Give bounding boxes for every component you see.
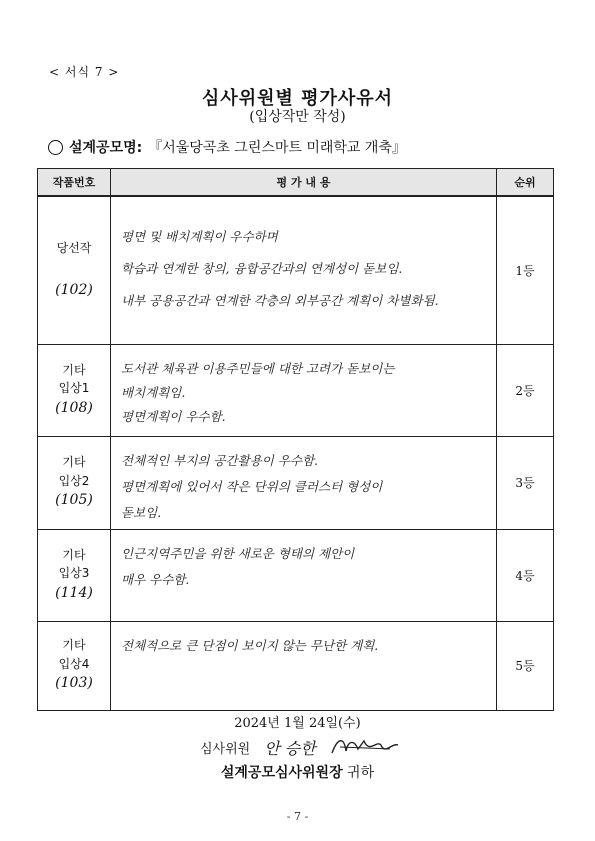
project-name: 『서울당곡초 그린스마트 미래학교 개축』: [148, 140, 406, 156]
comment-line: 매우 우수함.: [121, 571, 190, 587]
work-id-cell: [38, 621, 111, 710]
work-category: 당선작: [56, 241, 92, 256]
evaluation-content: [111, 344, 497, 436]
work-id-cell: [38, 344, 111, 436]
comment-line: 내부 공용공간과 연계한 각층의 외부공간 계획이 차별화됨.: [121, 293, 439, 308]
table-row: [38, 436, 554, 529]
work-category: 기타 입상4: [58, 638, 90, 671]
table-row: [38, 529, 554, 621]
table-row: [38, 196, 554, 344]
work-number: (108): [55, 399, 93, 416]
project-label: 설계공모명:: [69, 140, 143, 156]
header-evaluation: 평 가 내 용: [111, 169, 497, 197]
comment-line: 돋보임.: [121, 504, 162, 520]
document-title: 심사위원별 평가사유서: [201, 88, 394, 109]
evaluation-content: [111, 621, 497, 710]
rank-cell: 1등: [497, 196, 554, 344]
header-rank: 순위: [497, 169, 554, 197]
rank-cell: 4등: [497, 529, 554, 621]
table-header-row: [38, 169, 554, 197]
project-line: [48, 137, 406, 157]
work-number: (102): [55, 281, 93, 298]
rank-cell: 3등: [497, 436, 554, 529]
comment-line: 인근지역주민을 위한 새로운 형태의 제안이: [121, 545, 355, 561]
table-row: [38, 621, 554, 710]
comment-line: 평면 및 배치계획이 우수하며: [121, 229, 278, 244]
comment-line: 배치계획임.: [121, 384, 186, 400]
document-subtitle: (입상작만 작성): [249, 109, 346, 125]
work-number: (103): [55, 675, 93, 692]
judge-signature-line: [200, 735, 400, 759]
evaluation-content: [111, 529, 497, 621]
addressee-line: [0, 762, 595, 782]
work-id-cell: [38, 436, 111, 529]
comment-line: 평면계획에 있어서 작은 단위의 클러스터 형성이: [121, 478, 383, 494]
comment-line: 전체적인 부지의 공간활용이 우수함.: [121, 452, 319, 468]
form-number: < 서식 7 >: [49, 65, 120, 79]
comment-line: 학습과 연계한 창의, 융합공간과의 연계성이 돋보임.: [121, 261, 403, 276]
evaluation-table: [37, 168, 554, 711]
comment-line: 평면계획이 우수함.: [121, 408, 226, 424]
circle-bullet-icon: [48, 140, 63, 155]
rank-cell: 2등: [497, 344, 554, 436]
work-number: (114): [55, 584, 93, 601]
addressee-org: 설계공모심사위원장: [220, 765, 343, 781]
evaluation-content: [111, 196, 497, 344]
judge-name: 안 승한: [264, 738, 316, 758]
page-number: - 7 -: [286, 810, 309, 823]
signature-icon: [330, 735, 400, 759]
judge-label: 심사위원: [200, 741, 251, 757]
work-number: (105): [55, 492, 93, 509]
comment-line: 전체적으로 큰 단점이 보이지 않는 무난한 계획.: [121, 637, 379, 653]
work-category: 기타 입상1: [58, 362, 90, 396]
table-row: [38, 344, 554, 436]
work-id-cell: [38, 529, 111, 621]
comment-line: 도서관 체육관 이용주민들에 대한 고려가 돋보이는: [121, 360, 395, 376]
header-work-no: 작품번호: [38, 169, 111, 197]
work-category: 기타 입상3: [58, 547, 90, 581]
document-date: 2024년 1월 24일(수): [234, 716, 361, 731]
work-id-cell: [38, 196, 111, 344]
addressee-suffix: 귀하: [347, 765, 375, 781]
work-category: 기타 입상2: [58, 455, 90, 488]
evaluation-content: [111, 436, 497, 529]
rank-cell: 5등: [497, 621, 554, 710]
